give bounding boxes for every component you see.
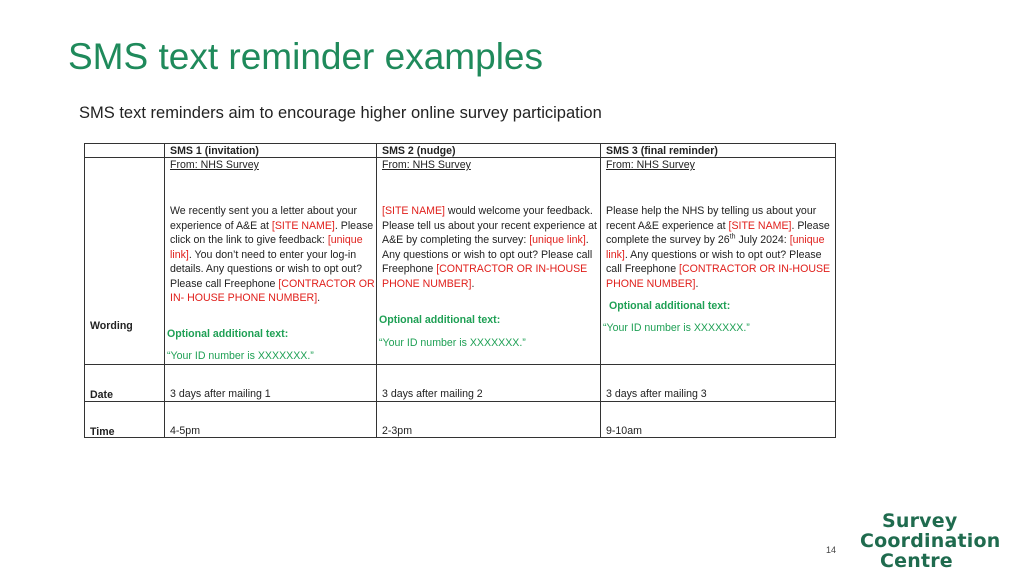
table-divider (376, 144, 377, 437)
logo-line-3: Centre (880, 550, 953, 572)
sms3-date: 3 days after mailing 3 (606, 388, 707, 400)
row-label-time: Time (90, 426, 115, 438)
table-divider (600, 144, 601, 437)
sms3-time: 9-10am (606, 425, 642, 437)
sms-examples-table (84, 143, 836, 438)
row-label-wording: Wording (90, 320, 133, 332)
sms3-optional-label: Optional additional text: (609, 300, 731, 312)
sms2-optional-text: “Your ID number is XXXXXXX.” (379, 337, 526, 349)
sms1-wording: We recently sent you a letter about your experience of A&E at [SITE NAME]. Please click on the link to give feedback: [unique link]. You don’t need to enter your log-in details. Any questions or wish to opt out? Please call Freephone [CONTRACTOR OR IN- HOUSE PHONE NUMBER]. (170, 205, 375, 304)
sms2-from: From: NHS Survey (382, 159, 471, 171)
sms1-date: 3 days after mailing 1 (170, 388, 271, 400)
sms2-optional-label: Optional additional text: (379, 314, 501, 326)
sms3-optional-text: “Your ID number is XXXXXXX.” (603, 322, 750, 334)
sms1-from: From: NHS Survey (170, 159, 259, 171)
row-label-date: Date (90, 389, 113, 401)
sms2-header: SMS 2 (nudge) (382, 145, 456, 157)
logo-line-2: Coordination (860, 530, 1001, 552)
page-subtitle: SMS text reminders aim to encourage higher online survey participation (79, 104, 602, 122)
sms3-from: From: NHS Survey (606, 159, 695, 171)
logo-line-1: Survey (882, 510, 958, 532)
sms1-optional-label: Optional additional text: (167, 328, 289, 340)
sms2-wording: [SITE NAME] would welcome your feedback. Please tell us about your recent experience at A&E by completing the survey: [unique link]. Any questions or wish to opt out? Please call Freephone [CONTRACTOR OR IN-HOUSE PHONE NUMBER]. (382, 205, 597, 290)
sms1-header: SMS 1 (invitation) (170, 145, 259, 157)
sms3-wording: Please help the NHS by telling us about your recent A&E experience at [SITE NAME]. Please complete the survey by 26th July 2024: [unique link]. Any questions or wish to opt out? Please call Freephone [CONTRACTOR OR IN-HOUSE PHONE NUMBER]. (606, 205, 831, 290)
page-title: SMS text reminder examples (68, 36, 544, 77)
sms1-time: 4-5pm (170, 425, 201, 437)
sms1-optional-text: “Your ID number is XXXXXXX.” (167, 350, 314, 362)
sms3-header: SMS 3 (final reminder) (606, 145, 718, 157)
survey-coordination-centre-logo (860, 511, 1010, 571)
page-number: 14 (826, 545, 837, 555)
sms2-date: 3 days after mailing 2 (382, 388, 483, 400)
table-divider (85, 364, 835, 365)
table-divider (164, 144, 165, 437)
sms2-time: 2-3pm (382, 425, 413, 437)
